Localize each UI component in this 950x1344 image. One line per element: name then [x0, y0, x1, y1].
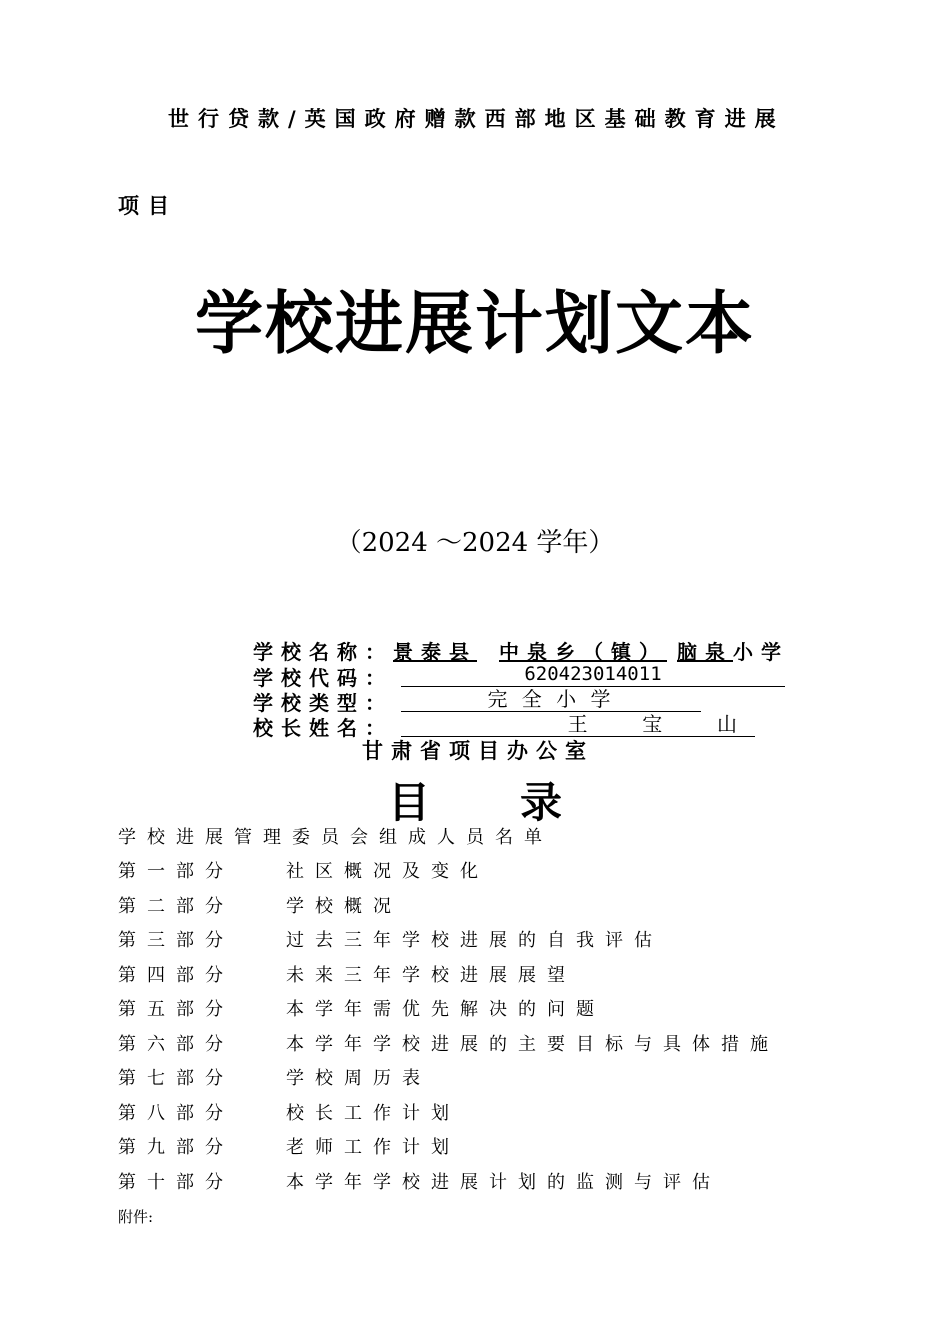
- issuing-office: 甘肃省项目办公室: [362, 738, 594, 763]
- toc-item-part: 第三部分: [118, 930, 234, 951]
- toc-item-text: 过去三年学校进展的自我评估: [286, 930, 663, 951]
- toc-item: [118, 892, 402, 918]
- academic-year: （2024 ～2024 学年）: [335, 528, 615, 558]
- toc-item-part: 第七部分: [118, 1068, 234, 1089]
- toc-item: [118, 823, 553, 849]
- toc-item-text: 学校周历表: [286, 1068, 431, 1089]
- toc-item-text: 学校进展管理委员会组成人员名单: [118, 827, 553, 848]
- toc-item: [118, 857, 489, 883]
- toc-title: [0, 770, 950, 830]
- school-name-row: [253, 636, 853, 665]
- toc-item-part: 第六部分: [118, 1034, 234, 1055]
- school-name-part: 脑泉: [677, 640, 733, 664]
- toc-title-char-2: 录: [520, 778, 563, 827]
- toc-item-text: 老师工作计划: [286, 1137, 460, 1158]
- toc-item: [118, 926, 663, 952]
- program-name-line1: 世行贷款/英国政府赠款西部地区基础教育进展: [168, 106, 785, 131]
- toc-item-part: 第二部分: [118, 896, 234, 917]
- toc-item-text: 本学年需优先解决的问题: [286, 999, 605, 1020]
- toc-title-char-1: 目: [387, 778, 430, 827]
- toc-item-text: 本学年学校进展计划的监测与评估: [286, 1172, 721, 1193]
- school-code-value: 620423014011: [401, 662, 785, 687]
- toc-item-text: 本学年学校进展的主要目标与具体措施: [286, 1034, 779, 1055]
- school-code-label: 学校代码：: [253, 666, 393, 690]
- toc-item-part: 第八部分: [118, 1103, 234, 1124]
- toc-item: [118, 1168, 721, 1194]
- toc-item-part: 第四部分: [118, 965, 234, 986]
- toc-item-text: 学校概况: [286, 896, 402, 917]
- toc-item: [118, 1099, 460, 1125]
- school-name-label: 学校名称：: [253, 640, 393, 664]
- toc-item-part: 第五部分: [118, 999, 234, 1020]
- toc-item: [118, 995, 605, 1021]
- school-name-suffix: 小学: [733, 640, 789, 664]
- program-name-line2: 项目: [118, 193, 178, 218]
- document-title: 学校进展计划文本: [194, 285, 755, 364]
- principal-label: 校长姓名：: [253, 716, 393, 740]
- annex-label: 附件:: [118, 1208, 154, 1226]
- toc-item-text: 社区概况及变化: [286, 861, 489, 882]
- toc-item-text: 未来三年学校进展展望: [286, 965, 576, 986]
- toc-item: [118, 961, 576, 987]
- school-township: 中泉乡（镇）: [499, 640, 667, 664]
- toc-item-text: 校长工作计划: [286, 1103, 460, 1124]
- toc-item: [118, 1064, 431, 1090]
- school-county: 景泰县: [393, 640, 477, 664]
- school-type-value: 完 全 小 学: [401, 687, 701, 712]
- principal-name: 王 宝 山: [401, 712, 755, 737]
- toc-item-part: 第十部分: [118, 1172, 234, 1193]
- toc-item: [118, 1030, 779, 1056]
- toc-item-part: 第九部分: [118, 1137, 234, 1158]
- toc-item: [118, 1133, 460, 1159]
- school-type-label: 学校类型：: [253, 691, 393, 715]
- toc-item-part: 第一部分: [118, 861, 234, 882]
